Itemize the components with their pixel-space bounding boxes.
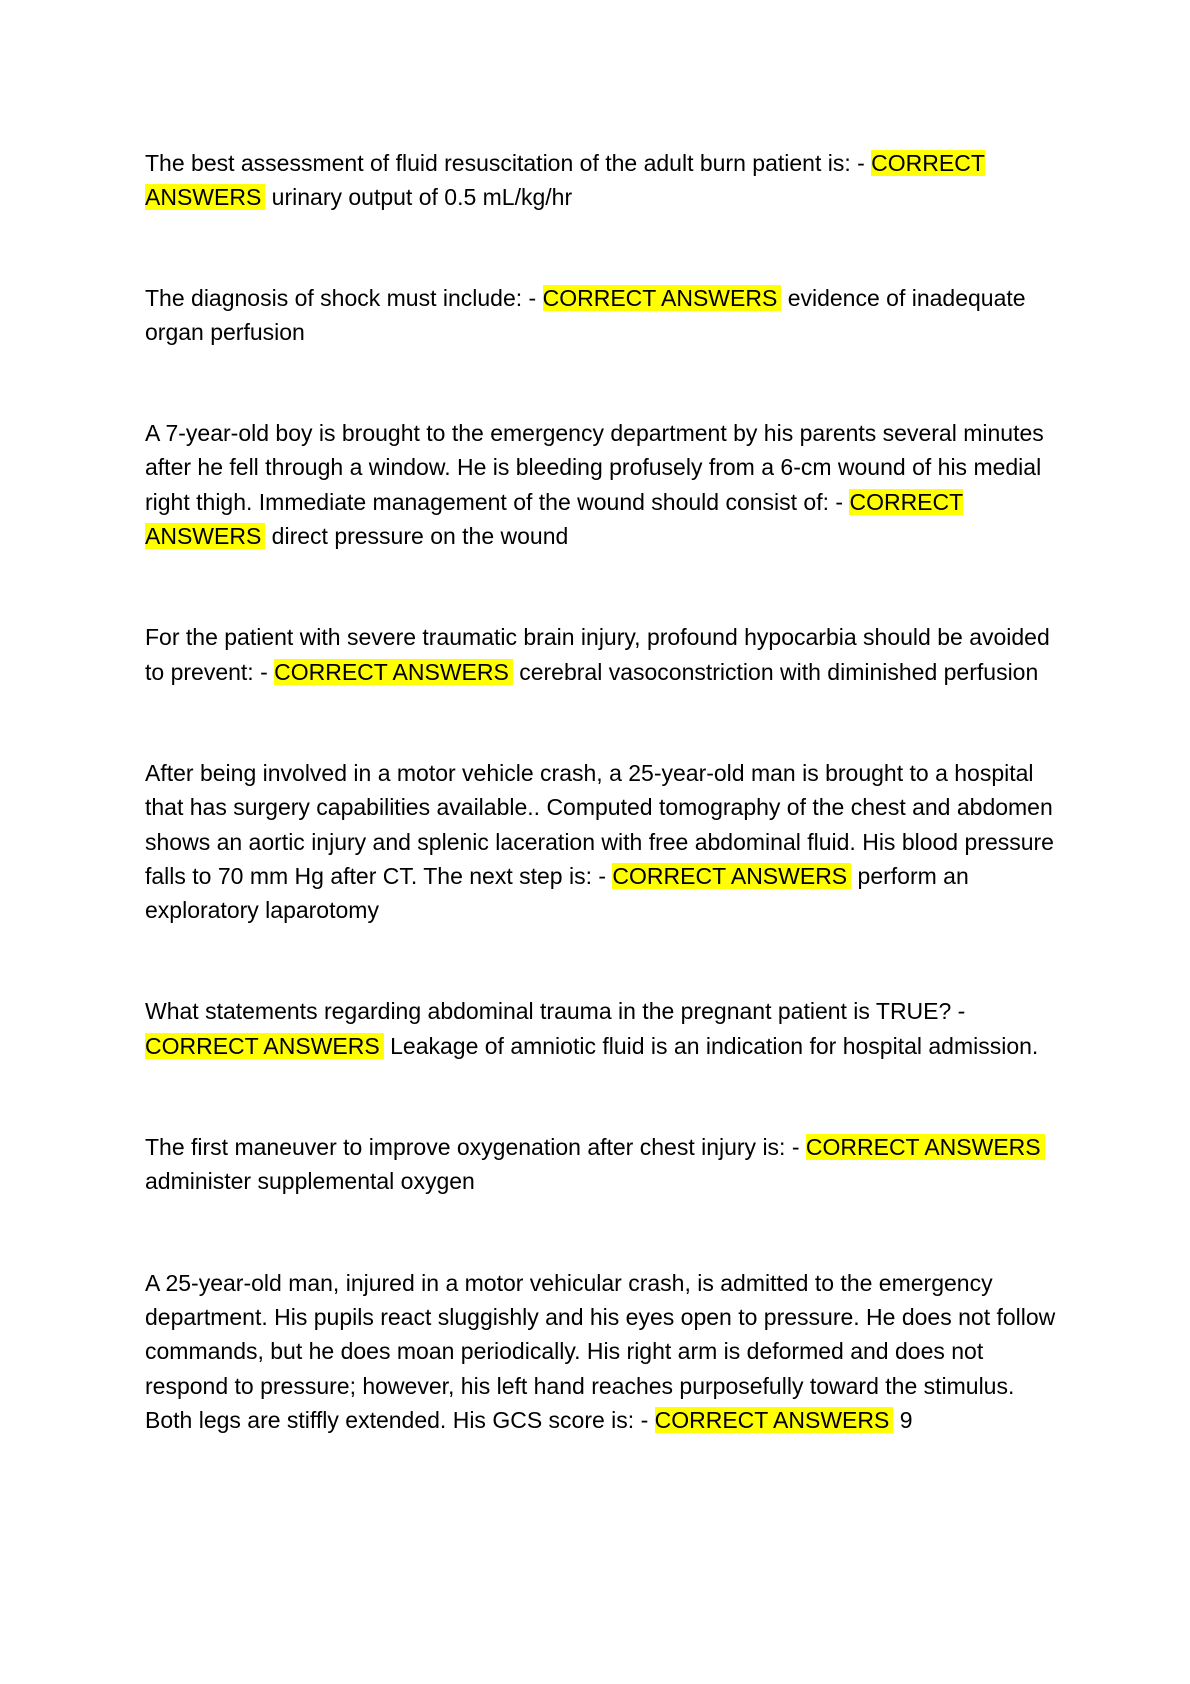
question-text: The diagnosis of shock must include: - <box>145 284 543 311</box>
qa-item <box>145 146 1060 215</box>
question-text: What statements regarding abdominal trauma in the pregnant patient is TRUE? - <box>145 998 966 1025</box>
question-text: A 7-year-old boy is brought to the emergency department by his parents several minutes after he fell through a window. He is bleeding profusely from a 6-cm wound of his medial right thigh. Immediate management of the wound should consist of: - <box>145 420 1044 515</box>
question-text: The first maneuver to improve oxygenation after chest injury is: - <box>145 1134 806 1161</box>
correct-answers-marker: CORRECT ANSWERS <box>145 488 964 550</box>
qa-item <box>145 994 1060 1063</box>
answer-text: 9 <box>893 1406 913 1433</box>
correct-answers-marker: CORRECT ANSWERS <box>655 1407 894 1433</box>
qa-list <box>145 146 1060 1503</box>
qa-item <box>145 281 1060 350</box>
answer-text: evidence of inadequate organ perfusion <box>145 284 1026 345</box>
answer-text: perform an exploratory laparotomy <box>145 862 969 924</box>
qa-item <box>145 1130 1060 1199</box>
qa-item <box>145 620 1060 689</box>
answer-text: urinary output of 0.5 mL/kg/hr <box>265 184 573 211</box>
correct-answers-marker: CORRECT ANSWERS <box>145 1033 384 1059</box>
correct-answers-marker: CORRECT ANSWERS <box>612 863 851 889</box>
qa-item <box>145 756 1060 927</box>
answer-text: cerebral vasoconstriction with diminished perfusion <box>512 658 1039 685</box>
answer-text: direct pressure on the wound <box>265 523 569 550</box>
question-text: The best assessment of fluid resuscitation of the adult burn patient is: - <box>145 150 872 176</box>
correct-answers-marker: CORRECT ANSWERS <box>274 659 513 685</box>
answer-text: administer supplemental oxygen <box>145 1168 475 1195</box>
qa-item <box>145 1266 1060 1437</box>
correct-answers-marker: CORRECT ANSWERS <box>145 150 985 211</box>
answer-text: Leakage of amniotic fluid is an indication for hospital admission. <box>383 1032 1039 1059</box>
qa-item <box>145 416 1060 553</box>
question-text: After being involved in a motor vehicle crash, a 25-year-old man is brought to a hospital that has surgery capabilities available.. Computed tomography of the chest and abdomen shows an aortic injury and splenic laceration with free abdominal fluid. His blood pressure falls to 70 mm Hg after CT. The next step is: - <box>145 759 1054 889</box>
correct-answers-marker: CORRECT ANSWERS <box>806 1134 1045 1160</box>
correct-answers-marker: CORRECT ANSWERS <box>543 285 782 311</box>
question-text: A 25-year-old man, injured in a motor vehicular crash, is admitted to the emergency department. His pupils react sluggishly and his eyes open to pressure. He does not follow commands, but he does moan periodically. His right arm is deformed and does not respond to pressure; however, his left hand reaches purposefully toward the stimulus. Both legs are stiffly extended. His GCS score is: - <box>145 1269 1056 1433</box>
question-text: For the patient with severe traumatic brain injury, profound hypocarbia should be avoided to prevent: - <box>145 624 1050 685</box>
